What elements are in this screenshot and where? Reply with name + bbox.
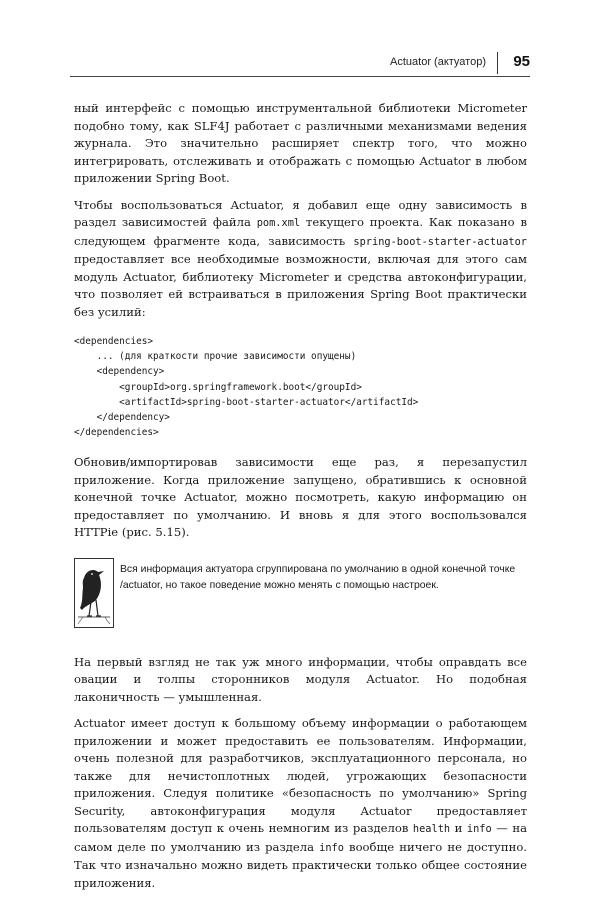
header-divider <box>497 52 498 74</box>
paragraph-3: Обновив/импортировав зависимости еще раз, я перезапустил приложение. Когда приложение запущено, обратившись к основной конечной точке Actuator, можно посмотреть, какую информацию он предоставляет по умолчанию. И вновь я для этого воспользовался HTTPie (рис. 5.15). <box>74 455 527 540</box>
paragraph-5-text-b: и <box>450 821 467 836</box>
paragraph-5-text-c: — на самом деле по умолчанию из раздела <box>74 821 527 854</box>
header-rule <box>70 76 530 77</box>
paragraph-1: ный интерфейс с помощью инструментальной библиотеки Micrometer подобно тому, как SLF4J работает с различными механизмами ведения журнала. Это значительно расширяет спектр того, что можно интегрировать, отслеживать и отображать с помощью Actuator в любом приложении Spring Boot. <box>74 101 527 185</box>
running-title: Actuator (актуатор) <box>390 56 486 68</box>
inline-code-starter-actuator: spring-boot-starter-actuator <box>353 235 527 248</box>
paragraph-5 <box>74 715 527 892</box>
note-box <box>74 558 527 640</box>
paragraph-2 <box>74 197 527 322</box>
paragraph-5-text-a: Actuator имеет доступ к большому объему информации о работающем приложении и может предоставить ее пользователям. Информации, очень полезной для разработчиков, эксплуатационного персонала, но также для нечистоплотных людей, угрожающих безопасности приложения. Следуя политике «безопасность по умолчанию» Spring Security, автоконфигурация модуля Actuator предоставляет пользователям доступ к очень немногим из разделов <box>74 716 527 836</box>
crow-icon <box>74 558 114 628</box>
paragraph-5-text-d: вообще ничего не доступно. Так что изначально можно видеть практически только общее состояние приложения. <box>74 839 527 890</box>
paragraph-2-text-c: предоставляет все необходимые возможности, включая для этого сам модуль Actuator, библиотеку Micrometer и средства автоконфигурации, что позволяет ей встраиваться в приложения Spring Boot практически без усилий: <box>74 252 527 319</box>
inline-code-pom-xml: pom.xml <box>256 217 301 229</box>
paragraph-2-text-b: текущего проекта. Как показано в следующем фрагменте кода, зависимость <box>74 215 527 248</box>
inline-code-health: health <box>412 823 451 836</box>
page-content <box>74 100 527 901</box>
inline-code-info: info <box>466 823 492 836</box>
page-number: 95 <box>513 53 530 70</box>
running-header <box>70 52 530 74</box>
note-text: Вся информация актуатора сгруппирована по умолчанию в одной конечной точке /actuator, но такое поведение можно менять с помощью настроек. <box>120 563 516 591</box>
paragraph-4: На первый взгляд не так уж много информации, чтобы оправдать все овации и толпы сторонников модуля Actuator. Но подобная лаконичность — умышленная. <box>74 654 527 704</box>
inline-code-info-2: info <box>319 841 344 854</box>
code-listing: <dependencies> ... (для краткости прочие зависимости опущены) <dependency> <groupId>org.springframework.boot</groupId> <artifactId>spring-boot-starter-actuator</artifactId> </dependency> </dependencies> <box>74 336 419 439</box>
paragraph-2-text-a: Чтобы воспользоваться Actuator, я добавил еще одну зависимость в раздел зависимостей файла <box>74 197 527 229</box>
